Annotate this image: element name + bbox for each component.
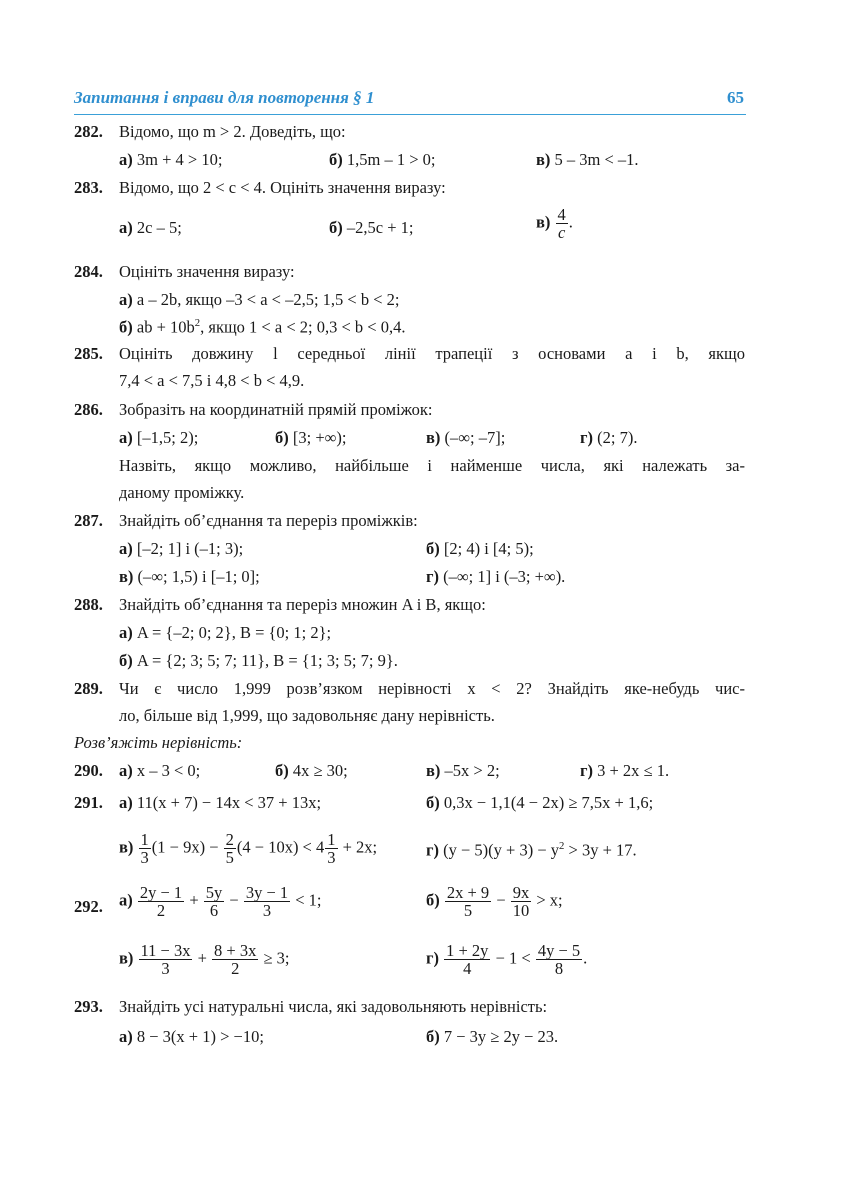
item-b: б) A = {2; 3; 5; 7; 11}, B = {1; 3; 5; 7; 9}. — [119, 651, 398, 670]
exercise-text: Відомо, що m > 2. Доведіть, що: — [119, 122, 346, 141]
fraction: $\frac{2y - 1}{2}$ — [139, 883, 183, 921]
exercise-number: 291. — [74, 793, 103, 812]
item-b: б) 7 − 3y ≥ 2y − 23. — [426, 1027, 559, 1046]
exercise-text: Знайдіть об’єднання та переріз множин A і B, якщо: — [119, 595, 486, 614]
exercise-number: 292. — [74, 897, 103, 916]
item-b: б) [2; 4) і [4; 5); — [426, 539, 534, 558]
item-b: б) ab + $10b^2$, якщо 1 < a < 2; 0,3 < b < 0,4. — [119, 317, 406, 337]
item-b: б) 0,3x − 1,1(4 − 2x) ≥ 7,5x + 1,6; — [426, 793, 654, 812]
item-a: а) 8 − 3(x + 1) > −10; — [119, 1027, 264, 1046]
exercise-number: 284. — [74, 262, 103, 281]
item-c: в) (–∞; –7]; — [426, 428, 506, 447]
item-c: в) 5 – 3m < –1. — [536, 150, 639, 169]
exercise-number: 282. — [74, 122, 103, 141]
item-a: а) [–1,5; 2); — [119, 428, 199, 447]
fraction: $\frac{11 - 3x}{3}$ — [140, 941, 191, 979]
exercise-text-line-1: Чи є число 1,999 розв’язком нерівності x < 2? Знайдіть яке-небудь чис- — [119, 679, 745, 698]
item-d: г) $(y - 5)(y + 3) - y^2 > 3y + 17$. — [426, 840, 637, 860]
item-b: б) $\frac{2x + 9}{5}$ − $\frac{9x}{10}$ > x; — [426, 883, 563, 921]
item-a: а) A = {–2; 0; 2}, B = {0; 1; 2}; — [119, 623, 332, 642]
page-number: 65 — [727, 88, 744, 107]
exercise-text: Оцініть значення виразу: — [119, 262, 295, 281]
item-d: г) (–∞; 1] і (–3; +∞). — [426, 567, 566, 586]
solve-heading: Розв’яжіть нерівність: — [74, 733, 243, 752]
fraction: $\frac{4y - 5}{8}$ — [537, 941, 581, 979]
fraction: $\frac{4}{c}$ — [557, 205, 566, 243]
item-b: б) –2,5c + 1; — [329, 218, 414, 237]
item-d: г) 3 + 2x ≤ 1. — [580, 761, 670, 780]
item-a: а) 3m + 4 > 10; — [119, 150, 223, 169]
item-c: в) $\frac{11 - 3x}{3}$ + $\frac{8 + 3x}{2}$ ≥ 3; — [119, 941, 290, 979]
item-c: в) $\frac{4}{c}$ . — [536, 205, 573, 243]
item-a: а) 2c – 5; — [119, 218, 182, 237]
fraction: $\frac{1 + 2y}{4}$ — [446, 941, 489, 979]
fraction: $\frac{1}{3}$ — [140, 830, 149, 868]
item-a: а) x – 3 < 0; — [119, 761, 201, 780]
item-a: а) 11(x + 7) − 14x < 37 + 13x; — [119, 793, 322, 812]
page-header — [74, 88, 746, 115]
item-c: в) (–∞; 1,5) і [–1; 0]; — [119, 567, 260, 586]
exercise-number: 289. — [74, 679, 103, 698]
exercise-text-line-2: ло, більше від 1,999, що задовольняє дану нерівність. — [119, 706, 495, 725]
exercise-number: 283. — [74, 178, 103, 197]
exercise-number: 286. — [74, 400, 103, 419]
exercise-text-line-2: 7,4 < a < 7,5 і 4,8 < b < 4,9. — [119, 371, 305, 390]
exercise-note-line-1: Назвіть, якщо можливо, найбільше і найменше числа, які належать за- — [119, 456, 745, 475]
item-a: а) [–2; 1] і (–1; 3); — [119, 539, 244, 558]
exercise-text: Відомо, що 2 < c < 4. Оцініть значення виразу: — [119, 178, 446, 197]
fraction: $\frac{2x + 9}{5}$ — [446, 883, 490, 921]
item-b: б) 4x ≥ 30; — [275, 761, 348, 780]
item-b: б) 1,5m – 1 > 0; — [329, 150, 436, 169]
exercise-number: 285. — [74, 344, 103, 363]
fraction: $\frac{1}{3}$ — [327, 830, 336, 868]
exercise-text-line-1: Оцініть довжину l середньої лінії трапеції з основами a і b, якщо — [119, 344, 745, 363]
exercise-text: Зобразіть на координатній прямій проміжок: — [119, 400, 433, 419]
item-c: в) –5x > 2; — [426, 761, 500, 780]
exercise-number: 290. — [74, 761, 103, 780]
exercise-number: 293. — [74, 997, 103, 1016]
item-a: а) $\frac{2y - 1}{2}$ + $\frac{5y}{6}$ − $\frac{3y - 1}{3}$ < 1; — [119, 883, 322, 921]
exercise-number: 288. — [74, 595, 103, 614]
fraction: $\frac{8 + 3x}{2}$ — [214, 941, 257, 979]
fraction: $\frac{9x}{10}$ — [512, 883, 530, 921]
exercise-note-line-2: даному проміжку. — [119, 483, 245, 502]
exercise-text: Знайдіть усі натуральні числа, які задовольняють нерівність: — [119, 997, 548, 1016]
fraction: $\frac{5y}{6}$ — [205, 883, 223, 921]
fraction: $\frac{2}{5}$ — [225, 830, 234, 868]
exercise-number: 287. — [74, 511, 103, 530]
exercise-text: Знайдіть об’єднання та переріз проміжків: — [119, 511, 418, 530]
fraction: $\frac{3y - 1}{3}$ — [245, 883, 289, 921]
item-d: г) (2; 7). — [580, 428, 638, 447]
item-c: в) $\frac{1}{3}$ (1 − 9x) − $\frac{2}{5}$ (4 − 10x) < 4 $\frac{1}{3}$ + 2x; — [119, 830, 378, 868]
item-b: б) [3; +∞); — [275, 428, 347, 447]
item-a: а) a – 2b, якщо –3 < a < –2,5; 1,5 < b < 2; — [119, 290, 400, 309]
section-title: Запитання і вправи для повторення § 1 — [74, 88, 375, 107]
item-d: г) $\frac{1 + 2y}{4}$ − 1 < $\frac{4y - 5}{8}$ . — [426, 941, 588, 979]
